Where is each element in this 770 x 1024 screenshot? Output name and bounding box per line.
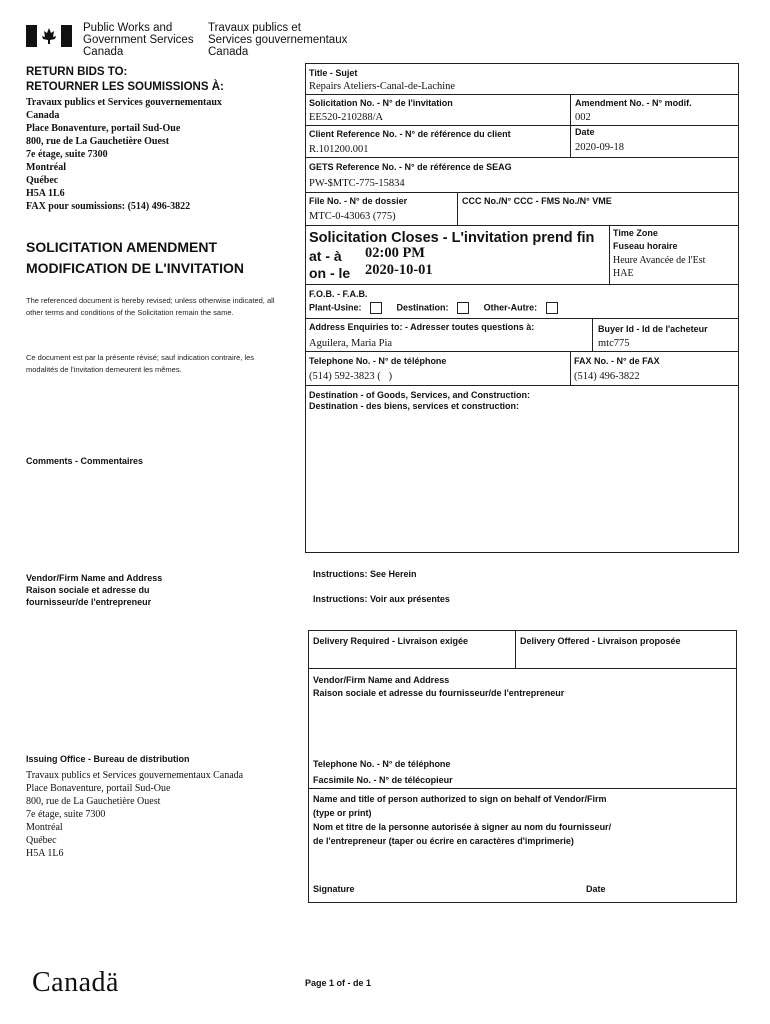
delivery-required-label: Delivery Required - Livraison exigée	[313, 636, 469, 646]
telephone-value: (514) 592-3823 ( )	[309, 371, 393, 382]
client-ref-label: Client Reference No. - N° de référence du client	[309, 129, 511, 139]
file-no-value: MTC-0-43063 (775)	[309, 211, 396, 222]
telephone-label: Telephone No. - N° de téléphone	[309, 356, 447, 366]
solicitation-no-value: EE520-210288/A	[309, 112, 384, 123]
comments-label: Comments - Commentaires	[26, 456, 144, 466]
amendment-no-value: 002	[575, 112, 591, 123]
vendor-telephone-label: Telephone No. - N° de téléphone	[313, 759, 451, 769]
closes-at-label: at - à	[309, 248, 342, 264]
return-bids-title: RETURN BIDS TO: RETOURNER LES SOUMISSIONS À:	[26, 66, 224, 93]
amendment-text-en: The referenced document is hereby revised; unless otherwise indicated, all other terms and conditions of the Solicitation remain the same.	[26, 296, 275, 317]
buyer-id-label: Buyer Id - Id de l'acheteur	[598, 324, 708, 334]
delivery-offered-label: Delivery Offered - Livraison proposée	[520, 636, 681, 646]
fax-value: (514) 496-3822	[574, 371, 640, 382]
buyer-id-value: mtc775	[598, 338, 630, 349]
department-name-en: Public Works and Government Services Canada	[83, 22, 194, 58]
title-value: Repairs Ateliers-Canal-de-Lachine	[309, 81, 456, 92]
plant-checkbox[interactable]	[370, 302, 382, 314]
solicitation-no-label: Solicitation No. - N° de l'invitation	[309, 98, 453, 108]
return-bids-address: Travaux publics et Services gouvernementaux Canada Place Bonaventure, portail Sud-Oue 800, rue de La Gauchetière Ouest 7e étage, suite 7300 Montréal Québec H5A 1L6 FAX pour soumissions: (514) 496-3822	[26, 97, 222, 212]
gets-ref-value: PW-$MTC-775-15834	[309, 178, 405, 189]
title-label: Title - Sujet	[309, 68, 358, 78]
ccc-no-label: CCC No./N° CCC - FMS No./N° VME	[462, 196, 612, 206]
destination-goods-label: Destination - of Goods, Services, and Construction: Destination - des biens, services et construction:	[309, 390, 531, 411]
issuing-office-label: Issuing Office - Bureau de distribution	[26, 754, 190, 764]
enquiries-value: Aguilera, Maria Pia	[309, 338, 393, 349]
signature-label: Signature	[313, 884, 355, 894]
client-ref-value: R.101200.001	[309, 144, 369, 155]
date-label: Date	[575, 127, 595, 137]
canada-wordmark: Canadä	[32, 967, 119, 998]
amendment-no-label: Amendment No. - N° modif.	[575, 98, 692, 108]
fax-label: FAX No. - N° de FAX	[574, 356, 660, 366]
solicitation-closes-title: Solicitation Closes - L'invitation prend fin	[309, 230, 595, 246]
enquiries-label: Address Enquiries to: - Adresser toutes questions à:	[309, 322, 535, 332]
closes-date-value: 2020-10-01	[365, 262, 433, 278]
other-checkbox[interactable]	[546, 302, 558, 314]
destination-checkbox[interactable]	[457, 302, 469, 314]
amendment-text-fr: Ce document est par la présente révisé; sauf indication contraire, les modalités de l'invitation demeurent les mêmes.	[26, 353, 255, 374]
closes-on-label: on - le	[309, 265, 351, 281]
vendor-address-label: Vendor/Firm Name and Address Raison sociale et adresse du fournisseur/de l'entrepreneur	[26, 573, 163, 607]
file-no-label: File No. - N° de dossier	[309, 196, 408, 206]
instructions-en: Instructions: See Herein	[313, 569, 417, 579]
closes-time-value: 02:00 PM	[365, 245, 425, 261]
government-flag-logo	[26, 25, 72, 47]
date-value: 2020-09-18	[575, 142, 624, 153]
issuing-office-address: Travaux publics et Services gouvernementaux Canada Place Bonaventure, portail Sud-Oue 800, rue de La Gauchetière Ouest 7e étage, suite 7300 Montréal Québec H5A 1L6	[26, 770, 244, 859]
department-name-fr: Travaux publics et Services gouvernementaux Canada	[208, 22, 348, 58]
time-zone-cell: Time Zone Fuseau horaire Heure Avancée de l'Est HAE	[613, 228, 737, 282]
authorized-person-label: Name and title of person authorized to sign on behalf of Vendor/Firm (type or print) Nom et titre de la personne autorisée à signer au nom du fournisseur/ de l'entrepreneur (taper ou écrire en caractères d'imprimerie)	[313, 794, 612, 846]
instructions-fr: Instructions: Voir aux présentes	[313, 594, 450, 604]
fob-label: F.O.B. - F.A.B.	[309, 289, 368, 299]
page-number: Page 1 of - de 1	[305, 978, 372, 988]
signature-date-label: Date	[586, 884, 606, 894]
vendor-facsimile-label: Facsimile No. - N° de télécopieur	[313, 775, 453, 785]
gets-ref-label: GETS Reference No. - N° de référence de SEAG	[309, 162, 512, 172]
amendment-title: SOLICITATION AMENDMENT MODIFICATION DE L'INVITATION	[26, 239, 244, 276]
fob-options: Plant-Usine: Destination: Other-Autre:	[309, 302, 558, 314]
vendor-name-address-label: Vendor/Firm Name and Address Raison sociale et adresse du fournisseur/de l'entrepreneur	[313, 675, 565, 698]
